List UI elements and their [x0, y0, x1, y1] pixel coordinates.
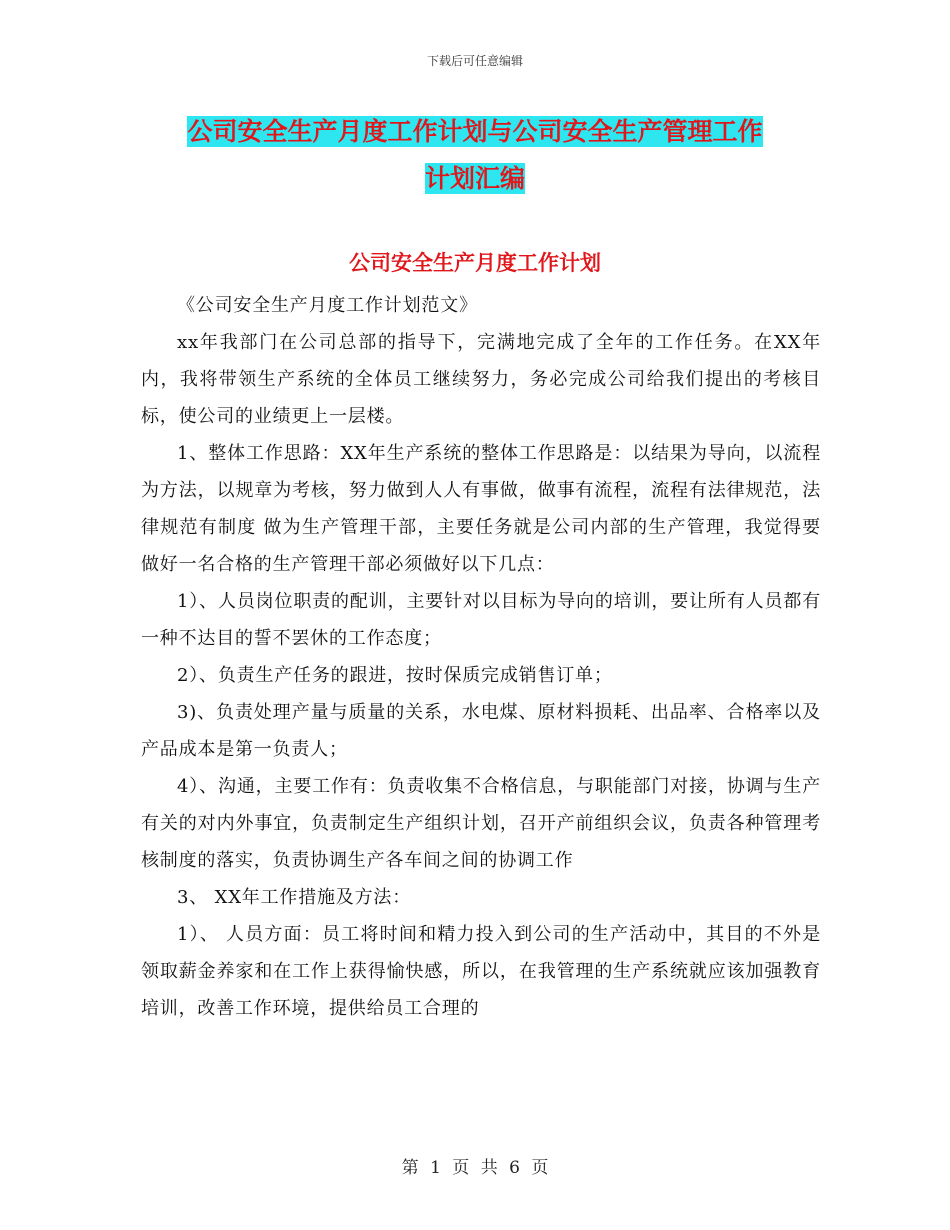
paragraph: 3)、负责处理产量与质量的关系，水电煤、原材料损耗、出品率、合格率以及产品成本是第一负责人； [141, 702, 821, 760]
page-number-footer: 第 1 页 共 6 页 [401, 1158, 549, 1178]
paragraph: 1、整体工作思路：XX年生产系统的整体工作思路是：以结果为导向，以流程为方法，以规章为考核，努力做到人人有事做，做事有流程，流程有法律规范，法律规范有制度 做为生产管理干部，主要任务就是公司内部的生产管理，我觉得要做好一名合格的生产管理干部必须做好以下几点： [141, 443, 821, 575]
paragraph: 4）、沟通，主要工作有：负责收集不合格信息，与职能部门对接，协调与生产有关的对内外事宜，负责制定生产组织计划，召开产前组织会议，负责各种管理考核制度的落实，负责协调生产各车间之间的协调工作 [141, 776, 821, 871]
header-note: 下载后可任意编辑 [426, 54, 523, 68]
document-title [100, 108, 850, 202]
body-text [141, 287, 821, 1027]
paragraph: 2）、负责生产任务的跟进，按时保质完成销售订单； [177, 665, 613, 686]
paragraph: 1）、人员岗位职责的配训，主要针对以目标为导向的培训，要让所有人员都有一种不达目的誓不罢休的工作态度； [141, 591, 821, 649]
paragraph: 《公司安全生产月度工作计划范文》 [177, 295, 478, 316]
section-title: 公司安全生产月度工作计划 [349, 251, 601, 275]
paragraph: 1）、 人员方面：员工将时间和精力投入到公司的生产活动中，其目的不外是领取薪金养家和在工作上获得愉快感，所以，在我管理的生产系统就应该加强教育培训，改善工作环境，提供给员工合理的 [141, 924, 821, 1019]
paragraph: xx年我部门在公司总部的指导下，完满地完成了全年的工作任务。在XX年内，我将带领生产系统的全体员工继续努力，务必完成公司给我们提出的考核目标，使公司的业绩更上一层楼。 [141, 332, 821, 427]
paragraph: 3、 XX年工作措施及方法： [177, 887, 412, 908]
document-title-line-1: 公司安全生产月度工作计划与公司安全生产管理工作 [187, 117, 763, 146]
document-title-line-2: 计划汇编 [424, 164, 525, 193]
